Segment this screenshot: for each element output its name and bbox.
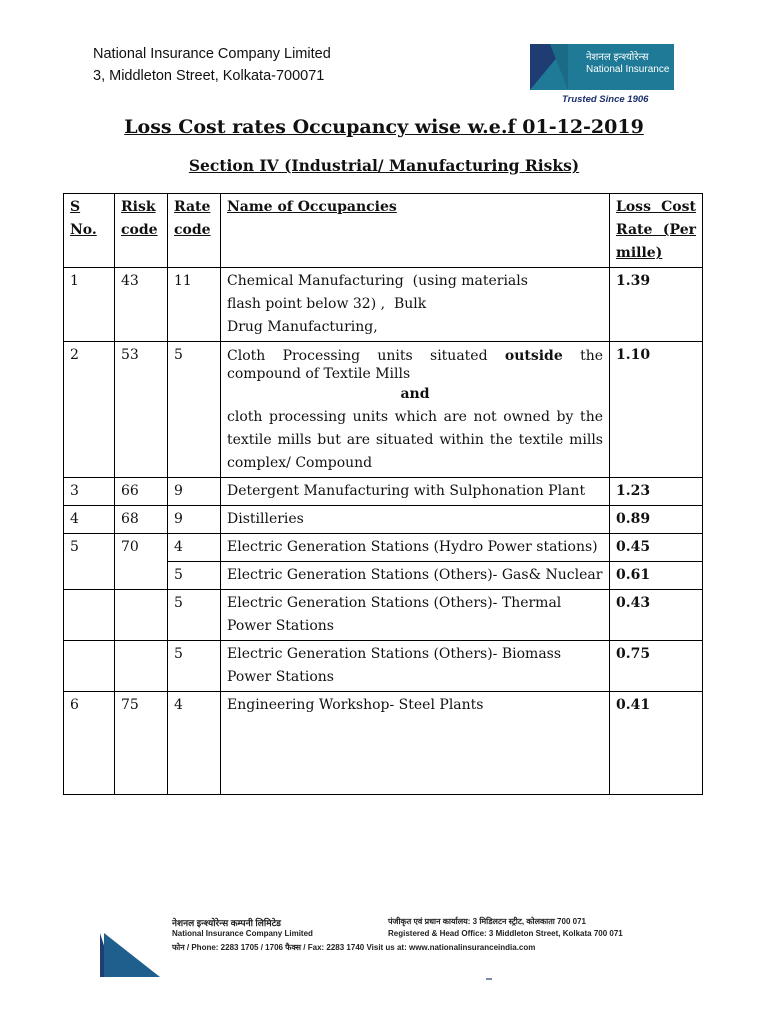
- cell-s-no: [64, 641, 115, 692]
- footer-company-english: National Insurance Company Limited: [172, 929, 313, 938]
- section-title: Section IV (Industrial/ Manufacturing Risks): [188, 156, 580, 175]
- cell-risk-code: 70: [115, 534, 168, 590]
- footer-contact: फोन / Phone: 2283 1705 / 1706 फैक्स / Fax: 2283 1740 Visit us at: www.nationalinsuranceindia.com: [172, 943, 536, 952]
- header-rate-code: Rate code: [168, 194, 221, 268]
- cell-occupancy: [221, 342, 610, 478]
- company-name: National Insurance Company Limited: [93, 46, 331, 62]
- cell-s-no: 4: [64, 506, 115, 534]
- cell-s-no: [64, 590, 115, 641]
- table-header-row: [64, 194, 703, 268]
- cell-rate-code: 5: [168, 562, 221, 590]
- cell-s-no: 1: [64, 268, 115, 342]
- cell-s-no: 6: [64, 692, 115, 795]
- occupancy-and: and: [400, 386, 430, 402]
- cell-rate-code: 11: [168, 268, 221, 342]
- cell-loss-cost-rate: 1.10: [610, 342, 703, 478]
- footer-office-hindi: पंजीकृत एवं प्रधान कार्यालय: 3 मिडिलटन स्ट्रीट, कोलकाता 700 071: [388, 917, 586, 926]
- cell-occupancy: Engineering Workshop- Steel Plants: [221, 692, 610, 795]
- table-row: [64, 506, 703, 534]
- logo-wedge-shape-2: [550, 44, 568, 90]
- company-address: 3, Middleton Street, Kolkata-700071: [93, 68, 325, 84]
- occupancy-text-part-3: cloth processing units which are not owned by the textile mills but are situated within the textile mills complex/ Compound: [227, 409, 603, 471]
- logo-text-english: National Insurance: [586, 64, 670, 75]
- occupancy-text-part-1: [227, 347, 603, 383]
- cell-rate-code: 4: [168, 692, 221, 795]
- logo-text: [586, 52, 669, 76]
- cell-rate-code: 9: [168, 506, 221, 534]
- cell-rate-code: 4: [168, 534, 221, 562]
- cell-occupancy: Electric Generation Stations (Others)- Thermal Power Stations: [221, 590, 610, 641]
- header-loss-cost-rate-text: Loss Cost Rate (Per mille): [616, 199, 696, 261]
- logo-tagline: Trusted Since 1906: [562, 94, 649, 105]
- table-row: [64, 534, 703, 562]
- cell-risk-code: 53: [115, 342, 168, 478]
- cell-loss-cost-rate: 1.39: [610, 268, 703, 342]
- footer-logo-shape: [104, 933, 160, 977]
- cell-rate-code: 5: [168, 590, 221, 641]
- table-row: [64, 590, 703, 641]
- footer-mark: [486, 978, 492, 980]
- loss-cost-table: [63, 193, 703, 795]
- cell-occupancy: Electric Generation Stations (Others)- Biomass Power Stations: [221, 641, 610, 692]
- cell-loss-cost-rate: 0.41: [610, 692, 703, 795]
- footer-company-hindi: नेशनल इन्श्योरेन्स कम्पनी लिमिटेड: [172, 918, 281, 928]
- cell-rate-code: 5: [168, 342, 221, 478]
- table-row: [64, 692, 703, 795]
- cell-risk-code: 66: [115, 478, 168, 506]
- cell-risk-code: 43: [115, 268, 168, 342]
- cell-risk-code: [115, 590, 168, 641]
- company-header: [93, 43, 331, 87]
- table-row: [64, 478, 703, 506]
- header-occupancy: Name of Occupancies: [221, 194, 610, 268]
- table-row: [64, 641, 703, 692]
- occupancy-line: Chemical Manufacturing (using materials: [227, 273, 528, 289]
- cell-s-no: 3: [64, 478, 115, 506]
- header-loss-cost-rate: [610, 194, 703, 268]
- cell-s-no: 5: [64, 534, 115, 590]
- cell-risk-code: [115, 641, 168, 692]
- cell-loss-cost-rate: 0.61: [610, 562, 703, 590]
- logo-text-hindi: नेशनल इन्श्योरेन्स: [586, 52, 649, 63]
- cell-loss-cost-rate: 0.89: [610, 506, 703, 534]
- occupancy-text: Cloth Processing units situated: [227, 348, 488, 364]
- cell-rate-code: 9: [168, 478, 221, 506]
- cell-occupancy: Electric Generation Stations (Others)- Gas& Nuclear: [221, 562, 610, 590]
- cell-occupancy: Distilleries: [221, 506, 610, 534]
- cell-loss-cost-rate: 0.45: [610, 534, 703, 562]
- table-row: [64, 268, 703, 342]
- header-s-no: S No.: [64, 194, 115, 268]
- occupancy-text: the compound of Textile Mills: [227, 348, 604, 382]
- company-logo: [530, 44, 674, 90]
- cell-loss-cost-rate: 0.43: [610, 590, 703, 641]
- cell-s-no: 2: [64, 342, 115, 478]
- cell-occupancy: Electric Generation Stations (Hydro Power stations): [221, 534, 610, 562]
- occupancy-emphasis: outside: [504, 348, 563, 364]
- occupancy-line: Drug Manufacturing,: [227, 319, 378, 335]
- cell-loss-cost-rate: 0.75: [610, 641, 703, 692]
- cell-loss-cost-rate: 1.23: [610, 478, 703, 506]
- cell-occupancy: Detergent Manufacturing with Sulphonation Plant: [221, 478, 610, 506]
- table-row: [64, 342, 703, 478]
- document-title: Loss Cost rates Occupancy wise w.e.f 01-12-2019: [124, 116, 644, 138]
- cell-occupancy: [221, 268, 610, 342]
- occupancy-line: flash point below 32) , Bulk: [227, 296, 427, 312]
- cell-risk-code: 68: [115, 506, 168, 534]
- footer-office-english: Registered & Head Office: 3 Middleton Street, Kolkata 700 071: [388, 929, 623, 938]
- cell-rate-code: 5: [168, 641, 221, 692]
- header-risk-code: Risk code: [115, 194, 168, 268]
- cell-risk-code: 75: [115, 692, 168, 795]
